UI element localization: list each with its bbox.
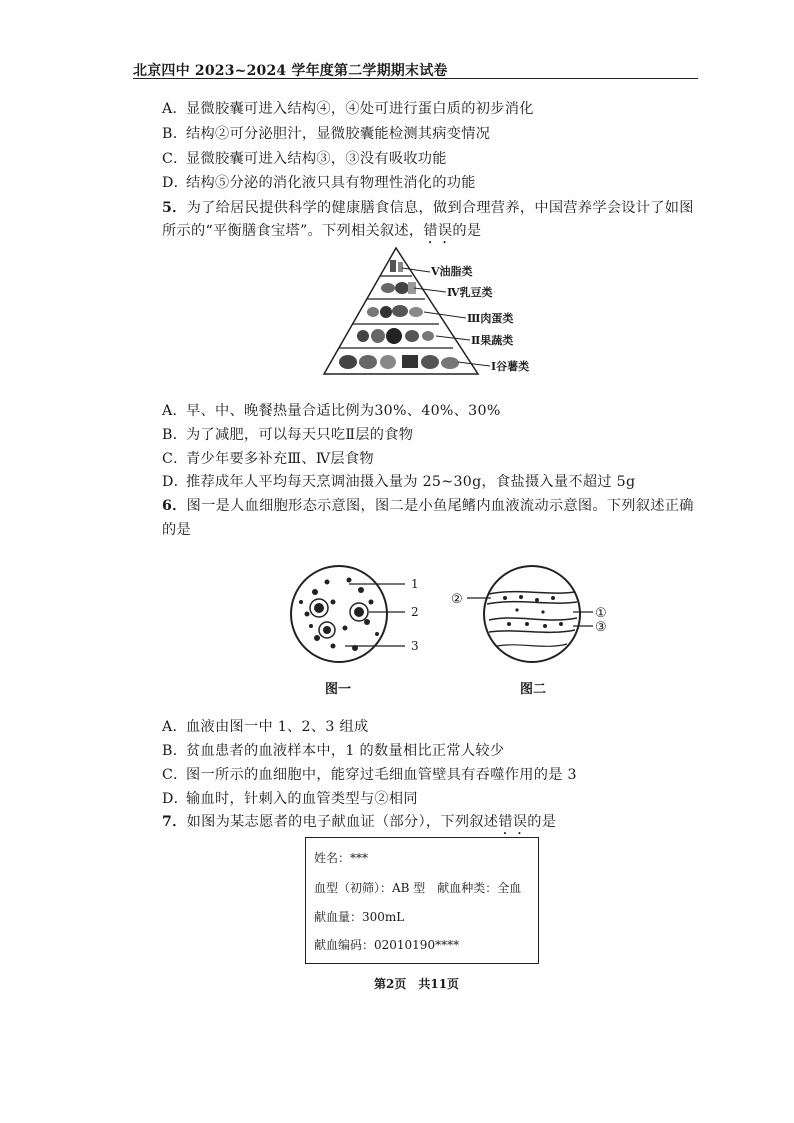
page-footer: 第2页 共11页 [374,977,460,991]
exam-header: 北京四中 2023~2024 学年度第二学期期末试卷 [133,63,448,79]
option-letter: C． [162,151,188,167]
blood-flow-figure [447,562,617,672]
stem-text: 如图为某志愿者的电子献血证（部分），下列叙述 [186,814,499,830]
stem-text: 的是 [527,814,557,830]
fig1-label-2: 2 [411,605,419,619]
q5-stem-line2 [162,220,481,247]
fig2-caption: 图二 [520,682,547,697]
fig2-label-3: ③ [595,620,607,635]
option-letter: A． [162,719,188,735]
stem-text: 的是 [452,223,482,239]
q4-option-c [162,148,447,168]
card-volume: 献血量：300mL [314,910,405,924]
pyramid-label-ii: Ⅱ果蔬类 [471,334,514,347]
q6-option-d [162,788,418,808]
q5-stem-line1 [162,197,694,217]
option-letter: A． [162,403,188,419]
option-letter: C． [162,767,188,783]
blood-cell-figure [287,562,437,672]
q5-option-d [162,471,635,491]
option-text: 血液由图一中 1、2、3 组成 [186,719,369,735]
option-text: 图一所示的血细胞中，能穿过毛细血管壁具有吞噬作用的是 3 [186,767,577,783]
option-letter: D． [162,175,189,191]
pyramid-label-iii: Ⅲ肉蛋类 [467,312,514,325]
q4-option-a [162,98,534,118]
option-letter: D． [162,791,189,807]
option-letter: D． [162,474,189,490]
option-text: 为了减肥，可以每天只吃Ⅱ层的食物 [186,427,414,443]
stem-emphasis: 错误 [423,223,453,239]
pyramid-label-iv: Ⅳ乳豆类 [447,286,493,299]
header-rule [133,78,698,79]
food-pyramid-figure [318,244,538,380]
question-number: 5． [162,200,187,216]
option-text: 显微胶囊可进入结构④，④处可进行蛋白质的初步消化 [186,101,534,117]
q6-option-a [162,716,368,736]
option-text: 结构⑤分泌的消化液只具有物理性消化的功能 [186,175,476,191]
fig1-label-3: 3 [411,639,419,653]
fig2-label-1: ① [595,606,607,621]
question-stem: 图一是人血细胞形态示意图，图二是小鱼尾鳍内血液流动示意图。下列叙述正确 [186,498,694,514]
q6-stem-line1 [162,495,694,515]
option-text: 贫血患者的血液样本中，1 的数量相比正常人较少 [186,743,505,759]
card-name: 姓名：*** [314,851,369,865]
pyramid-label-v: V油脂类 [431,265,473,278]
q5-option-c [162,448,374,468]
pyramid-label-i: Ⅰ谷薯类 [491,360,530,373]
stem-emphasis: 错误 [498,814,528,830]
option-letter: B． [162,743,188,759]
fig1-label-1: 1 [411,577,419,591]
fig2-label-2: ② [451,592,463,607]
option-text: 早、中、晚餐热量合适比例为30%、40%、30% [186,403,501,419]
option-text: 结构②可分泌胆汁，显微胶囊能检测其病变情况 [186,126,491,142]
question-stem: 为了给居民提供科学的健康膳食信息，做到合理营养，中国营养学会设计了如图 [186,200,694,216]
q5-option-a [162,400,501,420]
q4-option-d [162,172,476,192]
q4-option-b [162,123,490,143]
card-blood-type: 血型（初筛）：AB 型 献血种类：全血 [314,881,522,895]
q6-stem-line2: 的是 [162,522,191,538]
q6-option-c [162,764,577,784]
option-text: 推荐成年人平均每天烹调油摄入量为 25~30g，食盐摄入量不超过 5g [186,474,636,490]
question-number: 7． [162,814,187,830]
fig1-caption: 图一 [325,682,352,697]
option-text: 青少年要多补充Ⅲ、Ⅳ层食物 [186,451,374,467]
option-letter: A． [162,101,188,117]
q5-option-b [162,424,413,444]
option-letter: B． [162,427,188,443]
stem-text: 所示的“平衡膳食宝塔”。下列相关叙述， [162,223,424,239]
option-text: 输血时，针刺入的血管类型与②相同 [186,791,418,807]
card-code: 献血编码：02010190**** [314,938,460,952]
option-text: 显微胶囊可进入结构③，③没有吸收功能 [186,151,447,167]
q6-option-b [162,740,504,760]
q7-stem [162,811,556,838]
option-letter: B． [162,126,188,142]
question-number: 6． [162,498,187,514]
blood-donation-card [305,837,539,964]
option-letter: C． [162,451,188,467]
